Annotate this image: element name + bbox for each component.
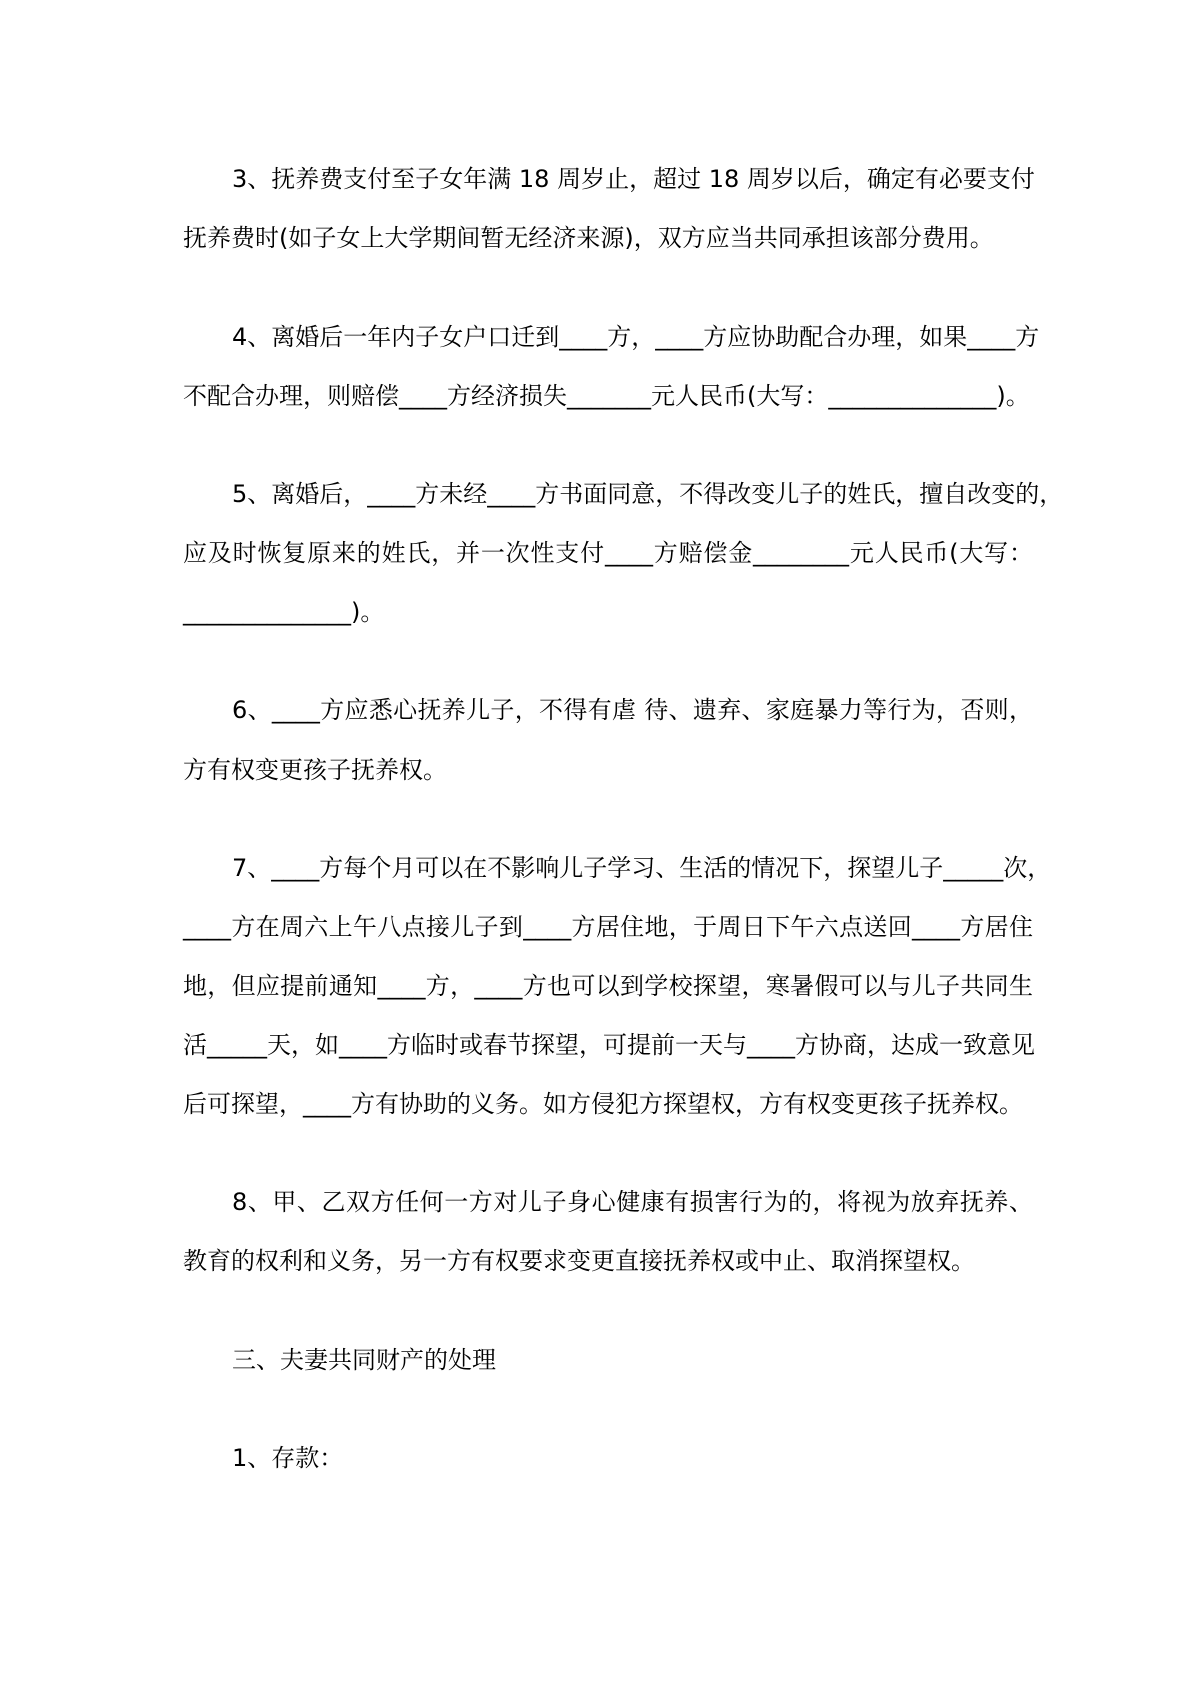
clause-7-line-1: 7、____方每个月可以在不影响儿子学习、生活的情况下，探望儿子_____次， [232,854,1052,882]
clause-4-line-1: 4、离婚后一年内子女户口迁到____方，____方应协助配合办理，如果____方 [232,323,1040,351]
clause-5-line-3: ______________)。 [183,598,385,626]
item-1-deposits: 1、存款： [232,1444,344,1472]
clause-3-line-2: 抚养费时(如子女上大学期间暂无经济来源)，双方应当共同承担该部分费用。 [183,224,994,252]
clause-7-line-3: 地，但应提前通知____方，____方也可以到学校探望，寒暑假可以与儿子共同生 [183,972,1033,1000]
clause-5-line-2: 应及时恢复原来的姓氏，并一次性支付____方赔偿金________元人民币(大写： [183,539,1033,567]
section-heading-property: 三、夫妻共同财产的处理 [232,1346,496,1374]
clause-3-line-1: 3、抚养费支付至子女年满 18 周岁止，超过 18 周岁以后，确定有必要支付 [232,165,1035,193]
clause-7-line-2: ____方在周六上午八点接儿子到____方居住地，于周日下午六点送回____方居住 [183,913,1033,941]
clause-4-line-2: 不配合办理，则赔偿____方经济损失_______元人民币(大写：______________)。 [183,382,1030,410]
clause-7-line-5: 后可探望，____方有协助的义务。如方侵犯方探望权，方有权变更孩子抚养权。 [183,1090,1023,1118]
clause-7-line-4: 活_____天，如____方临时或春节探望，可提前一天与____方协商，达成一致意见 [183,1031,1035,1059]
clause-6-line-2: 方有权变更孩子抚养权。 [183,756,447,784]
clause-8-line-1: 8、甲、乙双方任何一方对儿子身心健康有损害行为的，将视为放弃抚养、 [232,1188,1033,1216]
clause-5-line-1: 5、离婚后，____方未经____方书面同意，不得改变儿子的姓氏，擅自改变的， [232,480,1064,508]
clause-6-line-1: 6、____方应悉心抚养儿子，不得有虐 待、遗弃、家庭暴力等行为，否则， [232,696,1033,724]
clause-8-line-2: 教育的权利和义务，另一方有权要求变更直接抚养权或中止、取消探望权。 [183,1247,975,1275]
